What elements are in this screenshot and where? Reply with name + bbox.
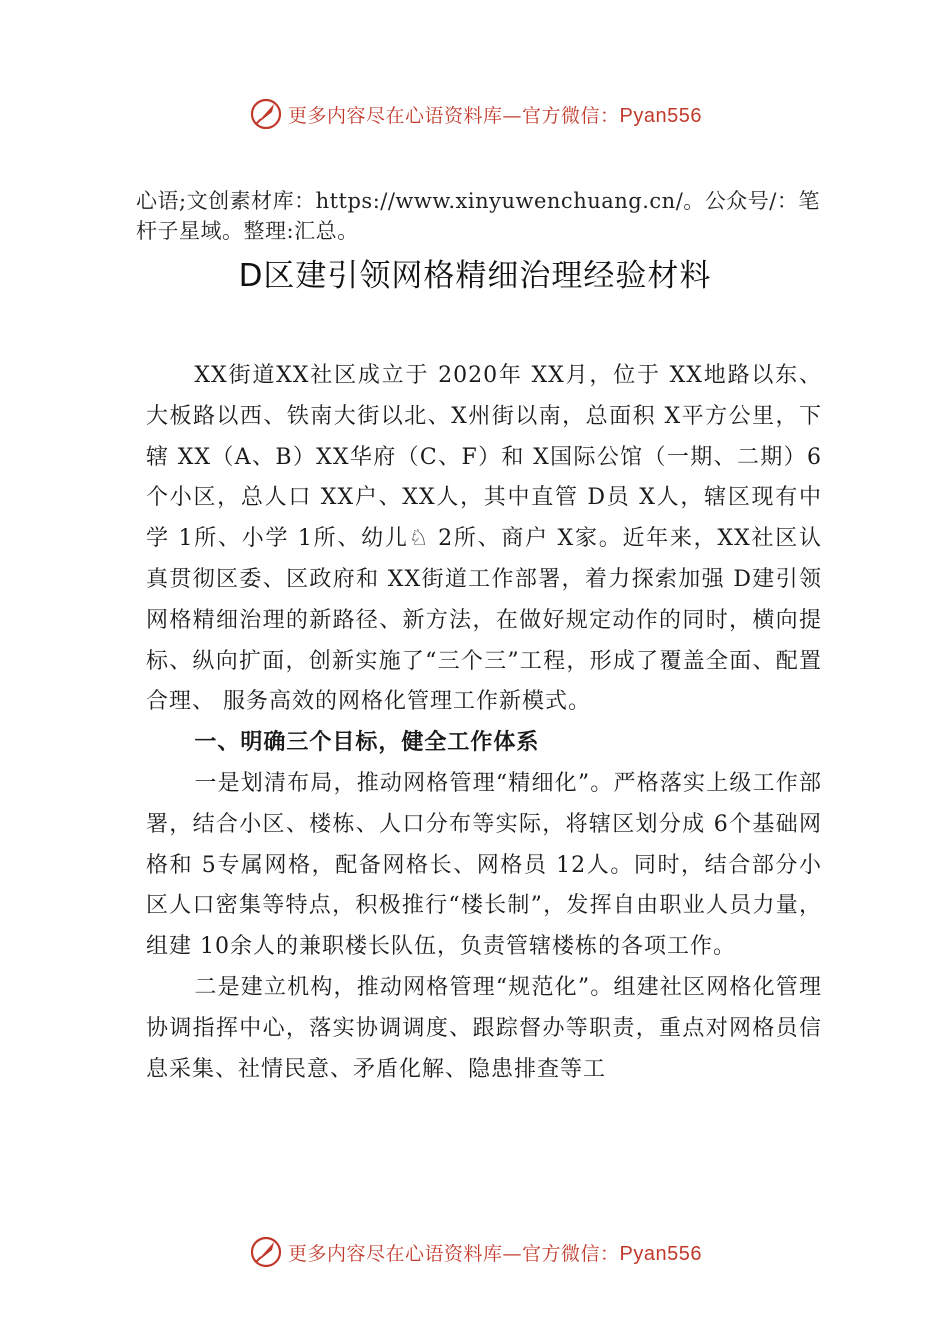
section-heading-1: 一、明确三个目标，健全工作体系 bbox=[194, 730, 540, 756]
document-title: D区建引领网格精细治理经验材料 bbox=[238, 258, 712, 294]
banner-text: 更多内容尽在心语资料库—官方微信：Pyan556 bbox=[288, 104, 702, 127]
quill-logo-icon bbox=[248, 96, 284, 132]
paragraph-intro: XX街道XX社区成立于 2020年 XX月，位于 XX地路以东、大板路以西、铁南大街以北、X州街以南，总面积 X平方公里，下辖 XX（A、B）XX华府（C、F）和 X国际公馆（一期、二期）6个小区，总人口 XX户、XX人，其中直管 D员 X人，辖区现有中学 1所、小学 1所、幼儿♘ 2所、商户 X家。近年来，XX社区认真贯彻区委、区政府和 XX街道工作部署，着力探索加强 D建引领网格精细治理的新路径、新方法，在做好规定动作的同时，横向提标、纵向扩面，创新实施了“三个三”工程，形成了覆盖全面、配置合理、 服务高效的网格化管理工作新模式。 bbox=[146, 363, 822, 715]
paragraph-2: 一是划清布局，推动网格管理“精细化”。严格落实上级工作部署，结合小区、楼栋、人口分布等实际，将辖区划分成 6个基础网格和 5专属网格，配备网格长、网格员 12人。同时，结合部分小区人口密集等特点，积极推行“楼长制”，发挥自由职业人员力量，组建 10余人的兼职楼长队伍，负责管辖楼栋的各项工作。 bbox=[146, 770, 822, 960]
document-body bbox=[146, 356, 822, 1090]
banner-text: 更多内容尽在心语资料库—官方微信：Pyan556 bbox=[288, 1242, 702, 1265]
header-watermark-banner bbox=[0, 94, 950, 134]
paragraph-3: 二是建立机构，推动网格管理“规范化”。组建社区网格化管理协调指挥中心，落实协调调度、跟踪督办等职责，重点对网格员信息采集、社情民意、矛盾化解、隐患排查等工 bbox=[146, 974, 822, 1082]
footer-watermark-banner bbox=[0, 1232, 950, 1272]
quill-logo-icon bbox=[248, 1234, 284, 1270]
source-line: 心语;文创素材库：https://www.xinyuwenchuang.cn/。公众号/：笔杆子星域。整理:汇总。 bbox=[136, 189, 820, 243]
